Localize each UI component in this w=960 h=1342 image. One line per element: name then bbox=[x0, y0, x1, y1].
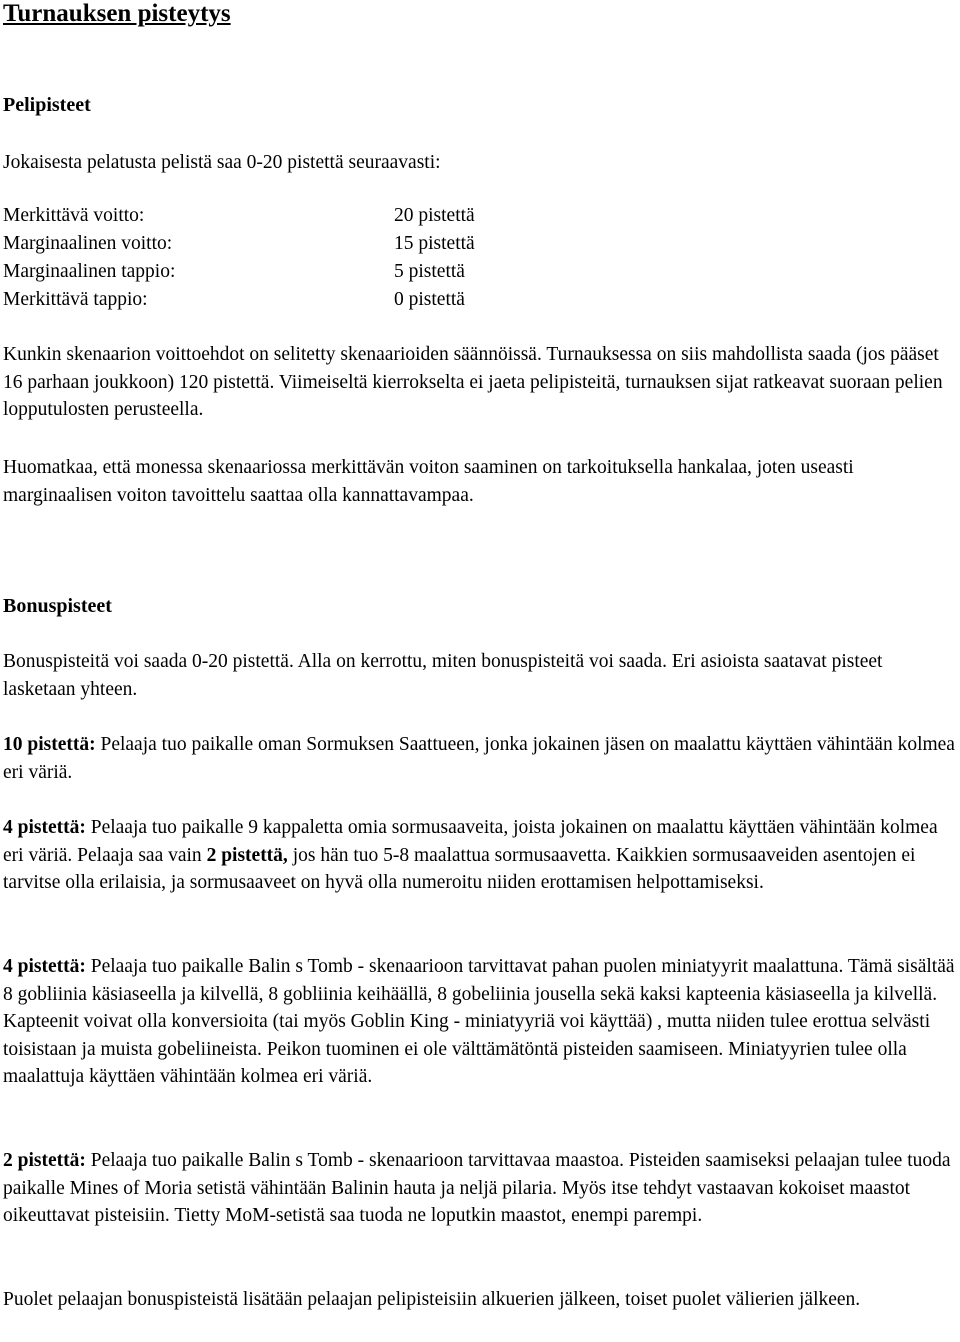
points-label: 4 pistettä: bbox=[3, 956, 86, 977]
table-row bbox=[3, 202, 475, 230]
score-value: 15 pistettä bbox=[394, 233, 475, 254]
bonus-points-intro: Bonuspisteitä voi saada 0-20 pistettä. Alla on kerrottu, miten bonuspisteitä voi saada. Eri asioista saatavat pisteet lasketaan yhteen. bbox=[3, 651, 883, 700]
bonus-item-text: jos hän tuo 5-8 maalattua sormusaavetta. Kaikkien sormusaaveiden asentojen ei tarvitse olla erilaisia, ja sormusaaveet on hyvä olla numeroitu niiden erottamisen helpottamiseksi. bbox=[3, 844, 916, 894]
marginal-victory-note: Huomatkaa, että monessa skenaariossa merkittävän voiton saaminen on tarkoituksella hankalaa, joten useasti marginaalisen voiton tavoittelu saattaa olla kannattavampaa. bbox=[3, 457, 854, 506]
score-label: Marginaalinen voitto: bbox=[3, 233, 173, 254]
score-label: Merkittävä tappio: bbox=[3, 289, 148, 310]
points-label: 2 pistettä: bbox=[3, 1150, 86, 1171]
bonus-item-text: Pelaaja tuo paikalle Balin s Tomb - skenaarioon tarvittavat pahan puolen miniatyyrit maalattuna. Tämä sisältää 8 gobliinia käsiaseella ja kilvellä, 8 gobliinia keihäällä, 8 gobeliinia jousella sekä kaksi kapteenia käsiaseella ja kilvellä. Kapteenit voivat olla konversioita (tai myös Goblin King - miniatyyriä voi käyttää) , mutta niiden tulee erottua selvästi toisistaan ja muista gobeliineista. Peikon tuominen ei ole välttämätöntä pisteiden saamiseen. Miniatyyrien tulee olla maalattuja käyttäen vähintään kolmea eri väriä. bbox=[3, 956, 955, 1088]
game-points-heading: Pelipisteet bbox=[3, 94, 91, 116]
bonus-item-text: Pelaaja tuo paikalle oman Sormuksen Saattueen, jonka jokainen jäsen on maalattu käyttäen vähintään kolmea eri väriä. bbox=[3, 734, 955, 783]
bonus-item-terrain bbox=[3, 1147, 955, 1230]
document-title: Turnauksen pisteytys bbox=[3, 0, 231, 27]
table-row bbox=[3, 286, 475, 314]
game-points-intro: Jokaisesta pelatusta pelistä saa 0-20 pistettä seuraavasti: bbox=[3, 152, 441, 173]
score-label: Marginaalinen tappio: bbox=[3, 261, 176, 282]
score-value: 0 pistettä bbox=[394, 289, 465, 310]
table-row bbox=[3, 258, 475, 286]
victory-conditions-paragraph: Kunkin skenaarion voittoehdot on selitetty skenaarioiden säännöissä. Turnauksessa on siis mahdollista saada (jos pääset 16 parhaan joukkoon) 120 pistettä. Viimeiseltä kierrokselta ei jaeta pelipisteitä, turnauksen sijat ratkeavat suoraan pelien lopputulosten perusteella. bbox=[3, 344, 943, 421]
score-value: 20 pistettä bbox=[394, 205, 475, 226]
bonus-item-fellowship bbox=[3, 731, 955, 786]
score-value: 5 pistettä bbox=[394, 261, 465, 282]
table-row bbox=[3, 230, 475, 258]
bonus-item-text: Pelaaja tuo paikalle 9 kappaletta omia sormusaaveita, joista jokainen on maalattu käyttäen vähintään kolmea eri väriä. Pelaaja saa vain bbox=[3, 817, 938, 866]
bonus-points-heading: Bonuspisteet bbox=[3, 595, 112, 617]
bonus-item-text: Pelaaja tuo paikalle Balin s Tomb - skenaarioon tarvittavaa maastoa. Pisteiden saamiseksi pelaajan tulee tuoda paikalle Mines of Moria setistä vähintään Balinin hauta ja neljä pilaria. Myös itse tehdyt vastaavan kokoiset maastot oikeuttavat pisteisiin. Tietty MoM-setistä saa tuoda ne loputkin maastot, enempi parempi. bbox=[3, 1150, 951, 1227]
bonus-item-ringwraiths bbox=[3, 814, 955, 897]
score-label: Merkittävä voitto: bbox=[3, 205, 145, 226]
points-label: 2 pistettä, bbox=[206, 844, 288, 866]
closing-paragraph: Puolet pelaajan bonuspisteistä lisätään pelaajan pelipisteisiin alkuerien jälkeen, toiset puolet välierien jälkeen. bbox=[3, 1289, 861, 1310]
score-table bbox=[3, 202, 475, 314]
points-label: 10 pistettä: bbox=[3, 734, 96, 755]
points-label: 4 pistettä: bbox=[3, 817, 86, 838]
bonus-item-evil-miniatures bbox=[3, 953, 955, 1091]
